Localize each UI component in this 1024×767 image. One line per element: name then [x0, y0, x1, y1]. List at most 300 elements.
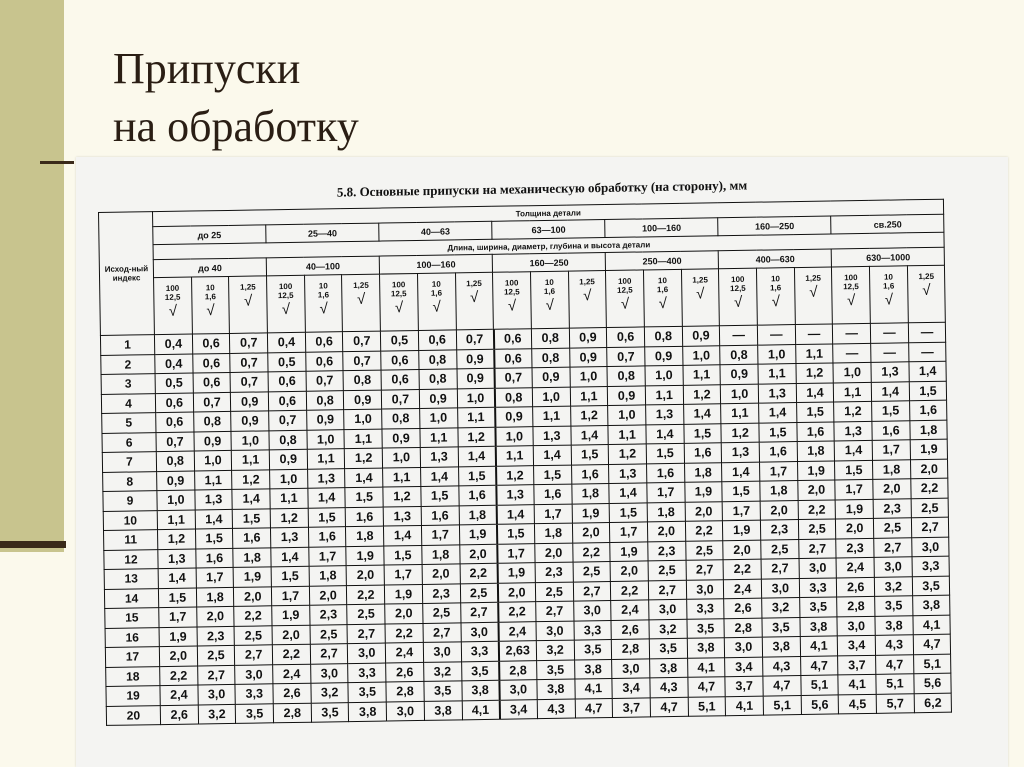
- allowance-value: 1,1: [383, 467, 421, 487]
- allowance-value: 3,4: [499, 699, 537, 719]
- allowance-value: 0,9: [608, 385, 646, 405]
- allowance-value: 2,3: [309, 605, 347, 625]
- allowance-value: 2,6: [160, 704, 198, 724]
- allowance-value: 3,8: [424, 700, 462, 720]
- allowance-value: 2,6: [837, 577, 875, 597]
- allowance-value: 2,2: [160, 665, 198, 685]
- allowance-value: 1,8: [910, 420, 948, 440]
- allowance-value: 2,7: [911, 517, 949, 537]
- allowance-value: 0,8: [607, 366, 645, 386]
- allowance-value: 0,5: [381, 330, 419, 350]
- roughness-label: [832, 266, 871, 324]
- allowance-value: 2,7: [423, 622, 461, 642]
- allowance-value: 1,5: [909, 381, 947, 401]
- allowance-value: 2,4: [611, 600, 649, 620]
- check-icon: √: [545, 296, 554, 314]
- allowance-value: 1,0: [682, 345, 720, 365]
- roughness-label: [870, 266, 909, 324]
- row-index: 4: [101, 393, 155, 413]
- allowance-value: 3,0: [911, 537, 949, 557]
- allowance-value: 2,5: [234, 625, 272, 645]
- allowance-value: 1,4: [384, 525, 422, 545]
- allowance-value: 0,7: [230, 352, 268, 372]
- allowance-value: 2,0: [797, 480, 835, 500]
- allowance-value: 1,8: [309, 566, 347, 586]
- allowance-value: 2,7: [460, 602, 498, 622]
- allowance-value: 2,4: [498, 621, 536, 641]
- dimension-range: до 40: [153, 258, 266, 278]
- allowance-value: 1,0: [495, 426, 533, 446]
- allowance-value: 1,0: [307, 429, 345, 449]
- allowance-value: 1,1: [683, 365, 721, 385]
- allowance-value: 2,0: [196, 606, 234, 626]
- allowance-value: 0,7: [381, 389, 419, 409]
- allowance-value: 1,1: [232, 450, 270, 470]
- thickness-range: 63—100: [492, 220, 605, 240]
- check-icon: √: [809, 283, 818, 301]
- allowance-value: 3,7: [838, 655, 876, 675]
- roughness-label: [493, 272, 532, 330]
- row-index: 6: [102, 432, 156, 452]
- roughness-bottom: 1,6: [204, 292, 217, 302]
- allowance-value: 3,0: [649, 599, 687, 619]
- allowance-value: 2,0: [422, 564, 460, 584]
- allowance-value: 2,0: [347, 565, 385, 585]
- allowance-value: 0,8: [720, 345, 758, 365]
- roughness-label: [154, 277, 193, 335]
- allowance-value: 0,9: [682, 326, 720, 346]
- allowance-value: 2,8: [273, 703, 311, 723]
- allowance-value: 3,8: [349, 702, 387, 722]
- allowance-value: 1,4: [496, 504, 534, 524]
- allowance-value: 0,4: [154, 334, 192, 354]
- roughness-top: 10: [318, 281, 328, 291]
- allowance-value: 1,5: [384, 545, 422, 565]
- check-icon: √: [733, 293, 743, 312]
- allowance-value: 1,6: [421, 505, 459, 525]
- allowance-value: 1,5: [497, 524, 535, 544]
- allowance-value: 0,6: [494, 348, 532, 368]
- allowance-value: 3,0: [573, 600, 611, 620]
- allowance-value: 0,7: [230, 333, 268, 353]
- allowance-value: 4,1: [800, 636, 838, 656]
- allowance-value: 1,1: [157, 510, 195, 530]
- allowance-value: 1,5: [759, 422, 797, 442]
- allowance-value: 0,6: [381, 350, 419, 370]
- dimension-header: Длина, ширина, диаметр, глубина и высота детали: [153, 232, 945, 259]
- allowance-value: 1,9: [385, 584, 423, 604]
- allowance-value: 1,5: [684, 423, 722, 443]
- allowance-value: 2,0: [459, 544, 497, 564]
- allowance-value: 2,2: [911, 478, 949, 498]
- allowance-value: 1,3: [158, 549, 196, 569]
- allowance-value: 1,5: [835, 460, 873, 480]
- allowance-value: 2,3: [422, 583, 460, 603]
- roughness-top: 100: [844, 273, 858, 283]
- allowance-value: —: [908, 322, 946, 342]
- allowance-value: 2,0: [572, 523, 610, 543]
- allowance-value: 1,6: [909, 400, 947, 420]
- thickness-range: 100—160: [605, 218, 718, 238]
- allowance-value: 2,4: [385, 642, 423, 662]
- check-icon: √: [243, 292, 253, 310]
- allowance-value: 2,3: [873, 498, 911, 518]
- allowance-value: 2,5: [873, 518, 911, 538]
- roughness-label: [191, 276, 230, 334]
- allowance-value: —: [908, 342, 946, 362]
- allowance-value: 3,0: [874, 557, 912, 577]
- row-index: 17: [105, 647, 159, 667]
- allowance-value: 1,1: [608, 424, 646, 444]
- allowance-value: 3,2: [649, 619, 687, 639]
- allowance-value: 1,5: [308, 507, 346, 527]
- roughness-top: 1,25: [805, 273, 822, 283]
- roughness-top: 10: [431, 279, 441, 289]
- allowance-value: 1,2: [721, 423, 759, 443]
- row-index: 16: [105, 627, 159, 647]
- allowance-value: 1,5: [646, 443, 684, 463]
- allowance-value: 3,2: [198, 704, 236, 724]
- allowance-value: 3,5: [574, 639, 612, 659]
- allowance-value: 1,1: [758, 364, 796, 384]
- allowance-value: 0,8: [644, 326, 682, 346]
- allowance-value: 1,6: [759, 442, 797, 462]
- allowance-value: 2,2: [798, 499, 836, 519]
- allowance-value: 0,6: [494, 329, 532, 349]
- allowance-value: 4,5: [839, 694, 877, 714]
- allowance-value: 0,8: [193, 411, 231, 431]
- roughness-bottom: 12,5: [503, 287, 520, 297]
- allowance-value: 5,1: [763, 695, 801, 715]
- allowance-value: 0,7: [607, 346, 645, 366]
- allowance-value: 3,0: [348, 643, 386, 663]
- allowance-value: 3,0: [799, 558, 837, 578]
- allowance-value: 2,5: [310, 624, 348, 644]
- allowance-value: 1,9: [159, 627, 197, 647]
- allowance-value: 1,9: [233, 567, 271, 587]
- allowance-value: 2,6: [611, 619, 649, 639]
- allowance-value: 2,2: [685, 521, 723, 541]
- allowance-value: 3,2: [874, 576, 912, 596]
- row-index: 3: [101, 374, 155, 394]
- roughness-label: [530, 271, 569, 329]
- title-divider: [40, 161, 74, 164]
- roughness-top: 100: [731, 274, 745, 285]
- allowance-value: 3,0: [686, 579, 724, 599]
- allowance-value: 1,2: [570, 406, 608, 426]
- allowance-value: 1,6: [458, 485, 496, 505]
- allowance-value: 1,9: [572, 503, 610, 523]
- allowance-value: 2,8: [837, 596, 875, 616]
- allowance-value: 1,7: [872, 440, 910, 460]
- allowance-value: —: [833, 343, 871, 363]
- allowance-value: 2,7: [798, 538, 836, 558]
- allowance-value: 1,6: [346, 507, 384, 527]
- slide-title-line-2: на обработку: [113, 102, 359, 151]
- allowance-value: 1,4: [683, 404, 721, 424]
- allowance-value: 3,5: [687, 618, 725, 638]
- allowance-value: 1,9: [797, 460, 835, 480]
- allowance-value: 4,1: [725, 696, 763, 716]
- roughness-label: [907, 265, 946, 323]
- allowance-value: 2,5: [648, 560, 686, 580]
- allowance-value: 1,0: [270, 469, 308, 489]
- allowance-value: 3,2: [762, 598, 800, 618]
- allowance-value: —: [833, 323, 871, 343]
- row-index: 2: [101, 354, 155, 374]
- allowance-value: 1,0: [645, 365, 683, 385]
- allowance-value: 1,4: [759, 403, 797, 423]
- allowance-value: 1,0: [382, 447, 420, 467]
- table-caption: 5.8. Основные припуски на механическую обработку (на сторону), мм: [336, 177, 748, 200]
- roughness-bottom: 1,6: [430, 288, 443, 298]
- allowance-value: 2,3: [648, 541, 686, 561]
- allowance-value: 0,8: [419, 369, 457, 389]
- allowance-value: 4,1: [913, 615, 951, 635]
- allowance-value: 1,5: [158, 588, 196, 608]
- roughness-bottom: 12,5: [390, 289, 407, 299]
- roughness-label: [643, 269, 682, 327]
- allowance-value: 0,6: [607, 327, 645, 347]
- allowance-value: 3,0: [386, 701, 424, 721]
- allowance-value: 1,4: [308, 488, 346, 508]
- allowance-value: 2,5: [685, 540, 723, 560]
- allowance-value: 1,7: [384, 564, 422, 584]
- allowance-value: 1,2: [383, 486, 421, 506]
- roughness-top: 100: [278, 281, 293, 292]
- allowance-value: 0,7: [230, 372, 268, 392]
- allowance-value: 1,9: [346, 546, 384, 566]
- allowance-value: 0,7: [456, 329, 494, 349]
- allowance-value: 3,3: [574, 620, 612, 640]
- allowance-value: 1,5: [722, 481, 760, 501]
- allowance-value: 1,7: [497, 543, 535, 563]
- roughness-top: 100: [165, 283, 180, 293]
- allowance-value: 1,6: [233, 528, 271, 548]
- allowance-value: 5,7: [876, 693, 914, 713]
- allowance-value: 1,1: [795, 343, 833, 363]
- thickness-range: 40—63: [379, 221, 492, 241]
- roughness-top: 100: [504, 278, 519, 288]
- allowance-value: 0,6: [268, 391, 306, 411]
- roughness-bottom: 12,5: [277, 290, 294, 301]
- allowance-value: 4,7: [688, 677, 726, 697]
- allowance-value: 1,5: [571, 445, 609, 465]
- allowance-value: 1,1: [532, 406, 570, 426]
- allowance-value: 0,8: [269, 430, 307, 450]
- allowance-value: 0,9: [419, 388, 457, 408]
- allowance-value: 1,4: [232, 489, 270, 509]
- allowance-value: 3,8: [650, 658, 688, 678]
- check-icon: √: [319, 300, 328, 318]
- allowance-value: —: [757, 325, 795, 345]
- allowance-value: 0,9: [231, 391, 269, 411]
- allowance-value: 1,7: [534, 504, 572, 524]
- allowance-value: 1,3: [646, 404, 684, 424]
- allowance-value: 4,1: [687, 657, 725, 677]
- allowance-value: 3,5: [536, 660, 574, 680]
- allowance-value: 2,0: [873, 479, 911, 499]
- allowance-value: 2,7: [197, 665, 235, 685]
- allowance-value: 2,7: [310, 644, 348, 664]
- allowance-value: 1,3: [383, 506, 421, 526]
- allowance-value: 1,8: [422, 544, 460, 564]
- allowance-value: 0,9: [456, 349, 494, 369]
- roughness-bottom: 12,5: [843, 282, 859, 292]
- check-icon: √: [696, 285, 705, 303]
- allowance-value: 0,6: [192, 353, 230, 373]
- allowance-value: 2,5: [535, 582, 573, 602]
- allowance-value: 1,1: [645, 385, 683, 405]
- allowance-value: 3,3: [235, 684, 273, 704]
- allowance-value: 3,3: [912, 556, 950, 576]
- allowance-value: 1,4: [570, 425, 608, 445]
- allowance-value: 0,9: [231, 411, 269, 431]
- roughness-bottom: 12,5: [164, 292, 181, 302]
- allowance-value: 5,1: [801, 675, 839, 695]
- allowance-value: 1,4: [533, 445, 571, 465]
- roughness-bottom: 1,6: [883, 281, 895, 291]
- allowance-value: 1,4: [722, 462, 760, 482]
- allowance-value: 1,1: [834, 382, 872, 402]
- allowance-value: 3,0: [837, 616, 875, 636]
- allowance-value: 0,4: [155, 354, 193, 374]
- allowance-value: 1,0: [231, 430, 269, 450]
- allowance-value: 1,8: [873, 459, 911, 479]
- roughness-label: [606, 270, 645, 328]
- allowance-value: 2,5: [197, 645, 235, 665]
- roughness-label: [417, 273, 456, 331]
- allowance-value: 1,4: [609, 483, 647, 503]
- allowance-value: 1,3: [722, 442, 760, 462]
- roughness-top: 1,25: [579, 277, 595, 287]
- allowance-value: 2,0: [685, 501, 723, 521]
- allowance-value: 2,4: [273, 664, 311, 684]
- allowance-value: 1,6: [684, 443, 722, 463]
- roughness-bottom: 1,6: [656, 285, 669, 295]
- row-index: 12: [104, 549, 158, 569]
- roughness-top: 1,25: [918, 271, 935, 282]
- allowance-value: 4,3: [537, 699, 575, 719]
- row-index: 5: [102, 413, 156, 433]
- allowance-value: 1,1: [721, 403, 759, 423]
- roughness-top: 10: [544, 277, 554, 287]
- roughness-top: 1,25: [353, 280, 369, 291]
- allowance-value: 1,2: [270, 508, 308, 528]
- allowance-value: 3,0: [423, 642, 461, 662]
- allowance-value: 1,5: [195, 528, 233, 548]
- allowance-value: 1,7: [196, 567, 234, 587]
- allowance-value: 6,2: [914, 693, 952, 713]
- allowance-value: 1,4: [345, 468, 383, 488]
- allowance-value: 1,1: [270, 488, 308, 508]
- allowance-value: 0,7: [494, 368, 532, 388]
- row-index: 9: [103, 491, 157, 511]
- allowance-value: 1,7: [421, 525, 459, 545]
- allowance-value: 2,0: [385, 603, 423, 623]
- allowance-value: 1,4: [871, 381, 909, 401]
- allowance-value: 0,6: [381, 369, 419, 389]
- check-icon: √: [168, 302, 178, 320]
- allowance-value: 2,0: [535, 543, 573, 563]
- allowance-value: 1,3: [307, 468, 345, 488]
- allowance-value: 3,7: [612, 697, 650, 717]
- allowance-value: 1,0: [570, 367, 608, 387]
- roughness-label: [455, 272, 494, 330]
- allowance-value: 0,8: [419, 349, 457, 369]
- allowance-value: 5,6: [914, 673, 952, 693]
- allowance-value: 2,2: [498, 602, 536, 622]
- allowance-value: 2,7: [536, 601, 574, 621]
- roughness-top: 100: [617, 276, 632, 286]
- allowance-value: 1,5: [421, 486, 459, 506]
- roughness-bottom: 1,6: [769, 283, 782, 293]
- allowance-value: 3,0: [761, 578, 799, 598]
- allowance-value: 2,6: [724, 598, 762, 618]
- allowance-value: 2,5: [761, 539, 799, 559]
- allowance-value: 3,3: [348, 663, 386, 683]
- check-icon: √: [394, 299, 404, 317]
- allowance-value: 2,7: [235, 645, 273, 665]
- allowance-value: 1,0: [157, 490, 195, 510]
- allowance-value: 1,7: [271, 586, 309, 606]
- roughness-top: 10: [205, 283, 215, 293]
- allowance-value: 2,8: [612, 639, 650, 659]
- check-icon: √: [846, 292, 856, 310]
- allowance-value: 1,3: [195, 489, 233, 509]
- allowance-value: 0,9: [645, 346, 683, 366]
- allowance-value: 2,2: [572, 542, 610, 562]
- allowance-value: 1,9: [910, 439, 948, 459]
- allowance-value: 1,3: [609, 463, 647, 483]
- allowance-value: 0,9: [306, 410, 344, 430]
- allowance-value: 1,9: [610, 541, 648, 561]
- allowance-value: 1,9: [459, 524, 497, 544]
- allowance-value: 1,1: [457, 407, 495, 427]
- allowance-value: 0,7: [306, 371, 344, 391]
- allowance-value: 0,9: [269, 449, 307, 469]
- allowance-value: 0,8: [156, 451, 194, 471]
- allowance-value: 2,8: [499, 660, 537, 680]
- allowance-value: 0,9: [157, 471, 195, 491]
- allowance-value: 1,1: [570, 386, 608, 406]
- allowance-value: —: [871, 342, 909, 362]
- allowance-value: 1,5: [533, 465, 571, 485]
- allowance-value: 3,0: [198, 684, 236, 704]
- index-column-header: Исход-ный индекс: [99, 212, 155, 336]
- allowance-value: 4,7: [575, 698, 613, 718]
- check-icon: √: [356, 290, 366, 308]
- allowance-value: 0,5: [155, 373, 193, 393]
- roughness-label: [719, 268, 758, 326]
- allowance-value: 2,5: [798, 519, 836, 539]
- roughness-label: [342, 274, 381, 332]
- dimension-range: 160—250: [492, 253, 605, 273]
- allowance-value: —: [720, 325, 758, 345]
- allowance-value: 0,9: [569, 328, 607, 348]
- allowance-value: 0,8: [532, 348, 570, 368]
- check-icon: √: [771, 293, 781, 311]
- allowance-value: 1,4: [835, 440, 873, 460]
- allowance-value: 3,8: [762, 637, 800, 657]
- roughness-bottom: 12,5: [730, 283, 746, 294]
- allowance-value: 1,7: [647, 482, 685, 502]
- allowance-value: 1,0: [608, 405, 646, 425]
- allowance-value: 1,7: [159, 607, 197, 627]
- allowance-value: 1,1: [344, 429, 382, 449]
- allowance-value: 3,0: [460, 622, 498, 642]
- allowance-value: 1,9: [272, 605, 310, 625]
